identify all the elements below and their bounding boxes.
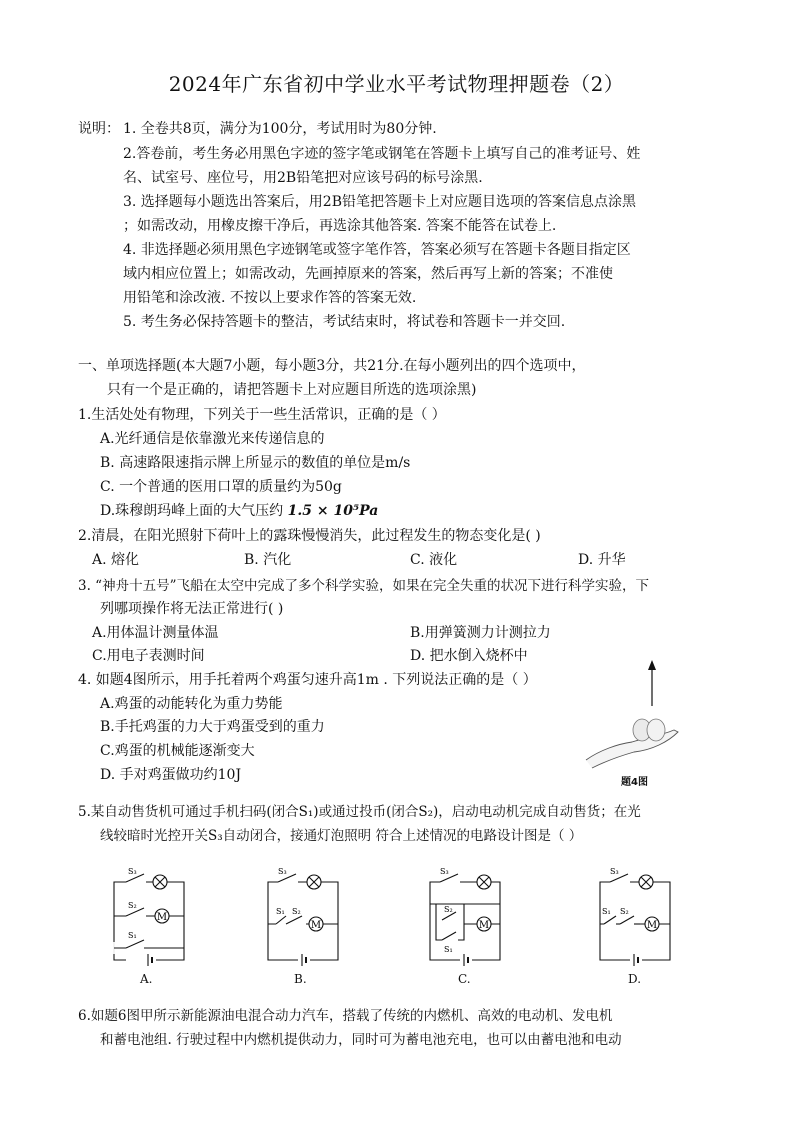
- instruction-line: ；如需改动，用橡皮擦干净后，再选涂其他答案. 答案不能答在试卷上.: [123, 218, 557, 234]
- label-s3: S₃: [440, 868, 449, 876]
- option-a-label: A.: [140, 972, 153, 986]
- label-s2: S₂: [292, 907, 301, 916]
- instruction-line: 用铅笔和涂改液. 不按以上要求作答的答案无效.: [123, 290, 417, 306]
- circuit-a: [108, 868, 190, 972]
- instruction-line: 名、试室号、座位号，用2B铅笔把对应该号码的标号涂黑.: [123, 170, 483, 186]
- question-stem: 6.如题6图甲所示新能源油电混合动力汽车，搭载了传统的内燃机、高效的电动机、发电机: [78, 1008, 613, 1024]
- option-c-label: C.: [458, 972, 471, 986]
- option-d: [100, 500, 378, 520]
- label-s3: S₃: [610, 868, 619, 876]
- option-a: A. 熔化: [92, 552, 140, 568]
- option-b: B.手托鸡蛋的力大于鸡蛋受到的重力: [100, 719, 325, 735]
- label-s3: S₃: [278, 868, 287, 876]
- hand-shape: [586, 730, 678, 768]
- instruction-line: 域内相应位置上；如需改动，先画掉原来的答案，然后再写上新的答案；不准使: [123, 266, 613, 282]
- option-c: C.鸡蛋的机械能逐渐变大: [100, 743, 255, 759]
- motor-label: M: [156, 912, 168, 923]
- q4-figure: [582, 658, 682, 770]
- page-title: 2024年广东省初中学业水平考试物理押题卷（2）: [168, 72, 625, 96]
- question-stem-cont: 列哪项操作将无法正常进行( ): [100, 601, 284, 617]
- arrow-head: [648, 660, 656, 670]
- option-b: B.用弹簧测力计测拉力: [410, 625, 551, 641]
- question-stem: 1.生活处处有物理，下列关于一些生活常识，正确的是（ ）: [78, 407, 446, 423]
- option-d: D. 手对鸡蛋做功约10J: [100, 767, 242, 783]
- label-s2: S₂: [128, 901, 137, 910]
- label-s1: S₁: [276, 907, 285, 916]
- question-stem-cont: 线较暗时光控开关S₃自动闭合，接通灯泡照明 符合上述情况的电路设计图是（ ）: [100, 828, 583, 844]
- option-c: C. 一个普通的医用口罩的质量约为50g: [100, 479, 342, 495]
- instruction-line: 4. 非选择题必须用黑色字迹钢笔或签字笔作答，答案必须写在答题卡各题目指定区: [123, 242, 631, 258]
- option-d: D. 升华: [578, 552, 626, 568]
- option-a: A.光纤通信是依靠激光来传递信息的: [100, 431, 325, 447]
- instruction-line: 5. 考生务必保持答题卡的整洁，考试结束时，将试卷和答题卡一并交回.: [123, 314, 566, 330]
- pressure-formula: 1.5 × 10⁵Pa: [287, 503, 379, 519]
- question-stem: 2.清晨，在阳光照射下荷叶上的露珠慢慢消失，此过程发生的物态变化是( ): [78, 528, 541, 544]
- option-d: D. 把水倒入烧杯中: [410, 648, 528, 664]
- option-b: B. 汽化: [244, 552, 292, 568]
- option-b: B. 高速路限速指示牌上所显示的数值的单位是m/s: [100, 455, 411, 471]
- instruction-line: 1. 全卷共8页，满分为100分，考试用时为80分钟.: [123, 121, 437, 137]
- motor-label: M: [478, 920, 490, 931]
- question-stem: 5.某自动售货机可通过手机扫码(闭合S₁)或通过投币(闭合S₂)，启动电动机完成自动售货；在光: [78, 804, 641, 820]
- option-d-label: D.: [628, 972, 642, 986]
- question-stem: 4. 如题4图所示，用手托着两个鸡蛋匀速升高1m . 下列说法正确的是（ ）: [78, 672, 537, 688]
- instruction-line: 2.答卷前，考生务必用黑色字迹的签字笔或钢笔在答题卡上填写自己的准考证号、姓: [123, 146, 641, 162]
- instructions-lead: 说明：: [78, 121, 120, 137]
- option-d-text: D.珠穆朗玛峰上面的大气压约: [100, 503, 284, 519]
- option-c: C.用电子表测时间: [92, 648, 205, 664]
- section-heading: 一、单项选择题(本大题7小题，每小题3分，共21分.在每小题列出的四个选项中，: [78, 358, 586, 374]
- instruction-line: 3. 选择题每小题选出答案后，用2B铅笔把答题卡上对应题目选项的答案信息点涂黑: [123, 194, 637, 210]
- label-s3: S₃: [128, 868, 137, 876]
- label-s1: S₁: [602, 907, 611, 916]
- label-s2: S₂: [620, 907, 629, 916]
- label-s1: S₁: [444, 945, 453, 954]
- option-a: A.用体温计测量体温: [92, 625, 219, 641]
- q4-figure-label: 题4图: [621, 777, 648, 788]
- circuit-b: [262, 868, 344, 972]
- circuit-d: [594, 868, 676, 972]
- label-s1: S₁: [128, 931, 137, 940]
- section-heading-cont: 只有一个是正确的，请把答题卡上对应题目所选的选项涂黑): [107, 382, 477, 398]
- egg-right: [647, 719, 665, 741]
- circuit-c: [424, 868, 506, 972]
- option-a: A.鸡蛋的动能转化为重力势能: [100, 696, 283, 712]
- motor-label: M: [310, 920, 322, 931]
- option-b-label: B.: [294, 972, 307, 986]
- question-stem: 3. “神舟十五号”飞船在太空中完成了多个科学实验，如果在完全失重的状况下进行科学实验，下: [78, 578, 649, 594]
- label-s2: S₂: [444, 905, 453, 914]
- question-stem-cont: 和蓄电池组. 行驶过程中内燃机提供动力，同时可为蓄电池充电，也可以由蓄电池和电动: [100, 1032, 622, 1048]
- option-c: C. 液化: [410, 552, 458, 568]
- motor-label: M: [646, 920, 658, 931]
